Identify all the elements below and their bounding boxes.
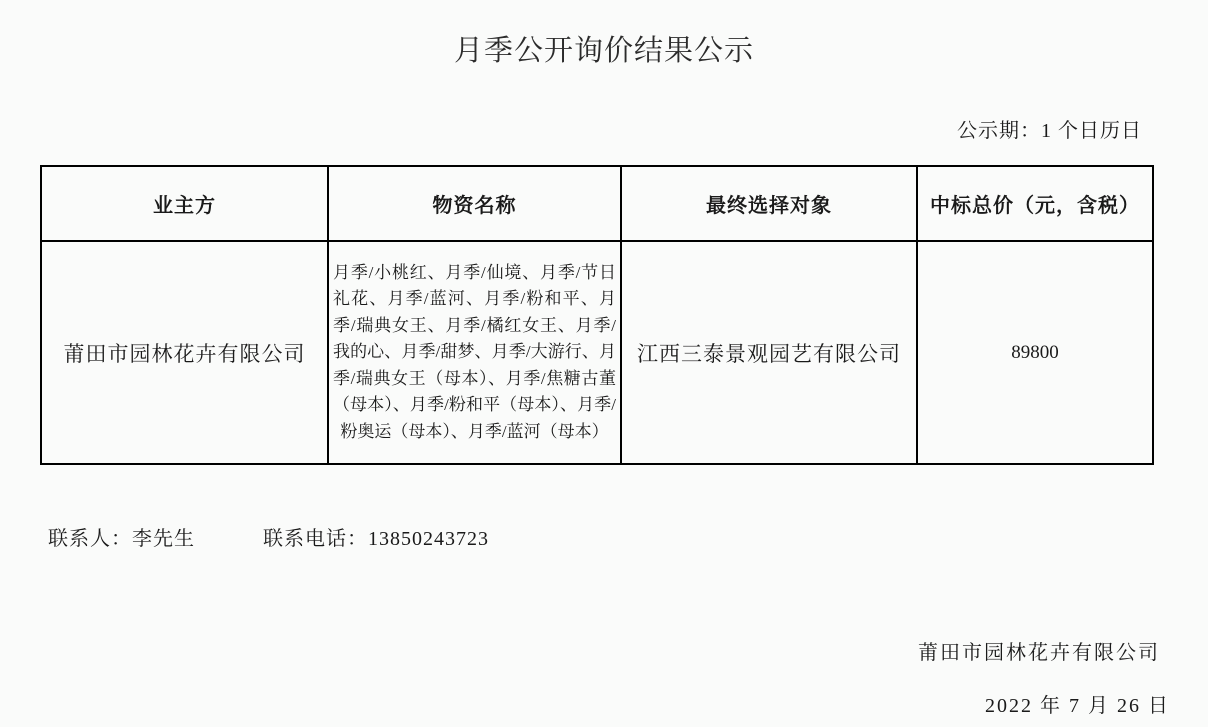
header-owner: 业主方 bbox=[41, 166, 328, 241]
header-total-price: 中标总价（元，含税） bbox=[917, 166, 1153, 241]
cell-total-price: 89800 bbox=[917, 241, 1153, 464]
page-title: 月季公开询价结果公示 bbox=[453, 35, 754, 67]
contact-line bbox=[48, 522, 489, 551]
header-materials: 物资名称 bbox=[328, 166, 621, 241]
footer-date: 2022 年 7 月 26 日 bbox=[985, 695, 1170, 717]
table-row bbox=[41, 241, 1153, 464]
inquiry-result-table bbox=[40, 165, 1154, 465]
cell-materials: 月季/小桃红、月季/仙境、月季/节日礼花、月季/蓝河、月季/粉和平、月季/瑞典女王、月季/橘红女王、月季/我的心、月季/甜梦、月季/大游行、月季/瑞典女王（母本）、月季/焦糖古董（母本）、月季/粉和平（母本）、月季/粉奥运（母本）、月季/蓝河（母本） bbox=[328, 241, 621, 464]
cell-owner: 莆田市园林花卉有限公司 bbox=[41, 241, 328, 464]
cell-final-selection: 江西三泰景观园艺有限公司 bbox=[621, 241, 917, 464]
notice-period-text: 公示期：1 个日历日 bbox=[957, 120, 1142, 142]
contact-phone: 联系电话：13850243723 bbox=[263, 528, 489, 550]
footer-company-signature: 莆田市园林花卉有限公司 bbox=[918, 642, 1160, 664]
table-header-row bbox=[41, 166, 1153, 241]
contact-person: 联系人：李先生 bbox=[48, 528, 195, 550]
header-final-selection: 最终选择对象 bbox=[621, 166, 917, 241]
